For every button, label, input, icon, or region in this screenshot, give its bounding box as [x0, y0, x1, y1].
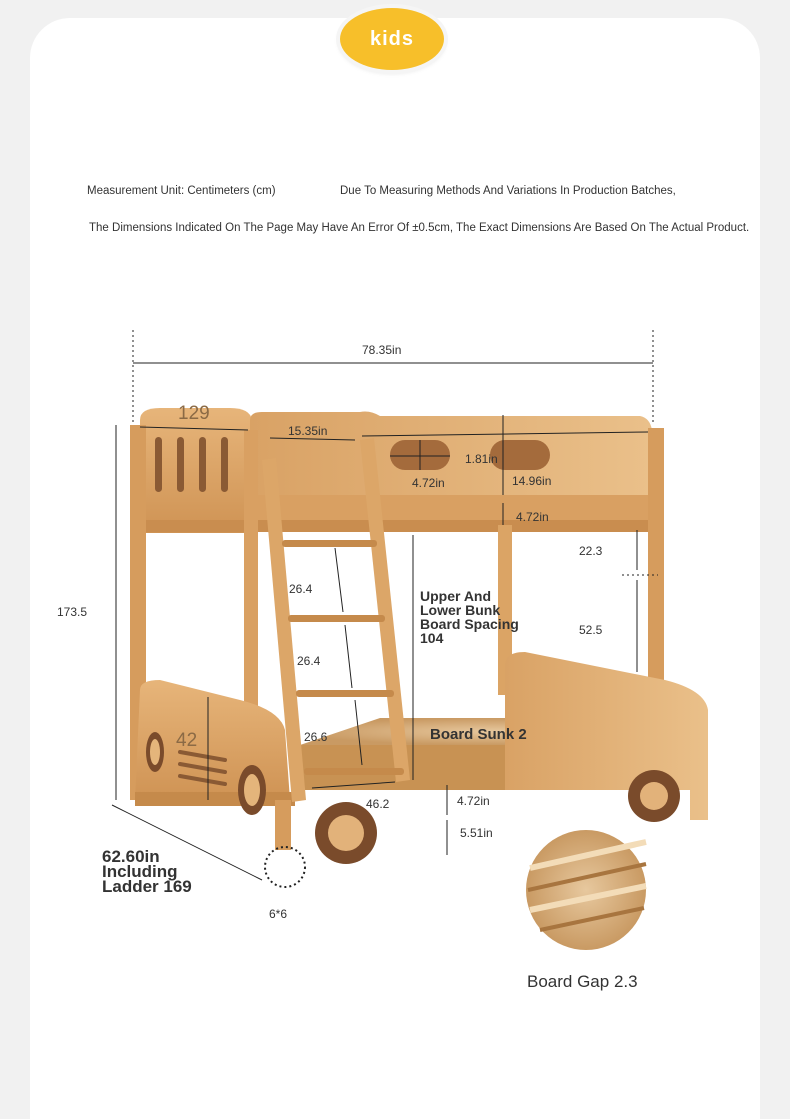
total-height-label: 173.5: [57, 605, 88, 619]
upper-clearance-label: 22.3: [579, 544, 603, 558]
headboard-height-label: 14.96in: [512, 474, 552, 488]
board-gap-photo: [526, 830, 646, 950]
step-2-label: 26.4: [297, 654, 321, 668]
post-front-right: [648, 428, 664, 690]
total-length-label: 78.35in: [362, 343, 402, 357]
step-1-label: 26.4: [289, 582, 313, 596]
vent-slot-icon: [155, 437, 162, 492]
vent-slot-icon: [177, 437, 184, 492]
ladder-width-label: 46.2: [366, 797, 390, 811]
leg-size-label: 6*6: [269, 907, 288, 921]
tolerance-note: The Dimensions Indicated On The Page May Have An Error Of ±0.5cm, The Exact Dimensions Are Based On The Actual Product.: [89, 222, 750, 234]
rail-height-label: 4.72in: [516, 510, 549, 524]
step-3-label: 26.6: [304, 730, 328, 744]
lower-guard-label: 42: [176, 730, 198, 751]
ladder-top-label: 15.35in: [288, 424, 328, 438]
lower-post-label: 52.5: [579, 623, 603, 637]
handle-gap-label: 4.72in: [412, 476, 445, 490]
board-sunk-label: Board Sunk 2: [430, 726, 527, 743]
unit-note: Measurement Unit: Centimeters (cm): [87, 185, 276, 197]
vent-slot-icon: [199, 437, 206, 492]
lower-rail-label: 4.72in: [457, 794, 490, 808]
post-back-left: [244, 430, 258, 720]
depth-label: 62.60in Including Ladder 169: [102, 847, 192, 896]
handle-hole-icon: [490, 440, 550, 470]
handle-width-label: 1.81in: [465, 452, 498, 466]
floor-clearance-label: 5.51in: [460, 826, 493, 840]
badge-label: kids: [369, 27, 415, 50]
lower-bunk: [135, 652, 708, 864]
bunk-spacing-label: Upper And Lower Bunk Board Spacing 104: [420, 588, 519, 646]
variation-note: Due To Measuring Methods And Variations In Production Batches,: [340, 185, 676, 197]
vent-slot-icon: [221, 437, 228, 492]
upper-width-label: 129: [178, 403, 210, 424]
upper-bunk: [140, 408, 652, 533]
board-gap-label: Board Gap 2.3: [527, 972, 638, 991]
leg-callout: [265, 847, 305, 887]
